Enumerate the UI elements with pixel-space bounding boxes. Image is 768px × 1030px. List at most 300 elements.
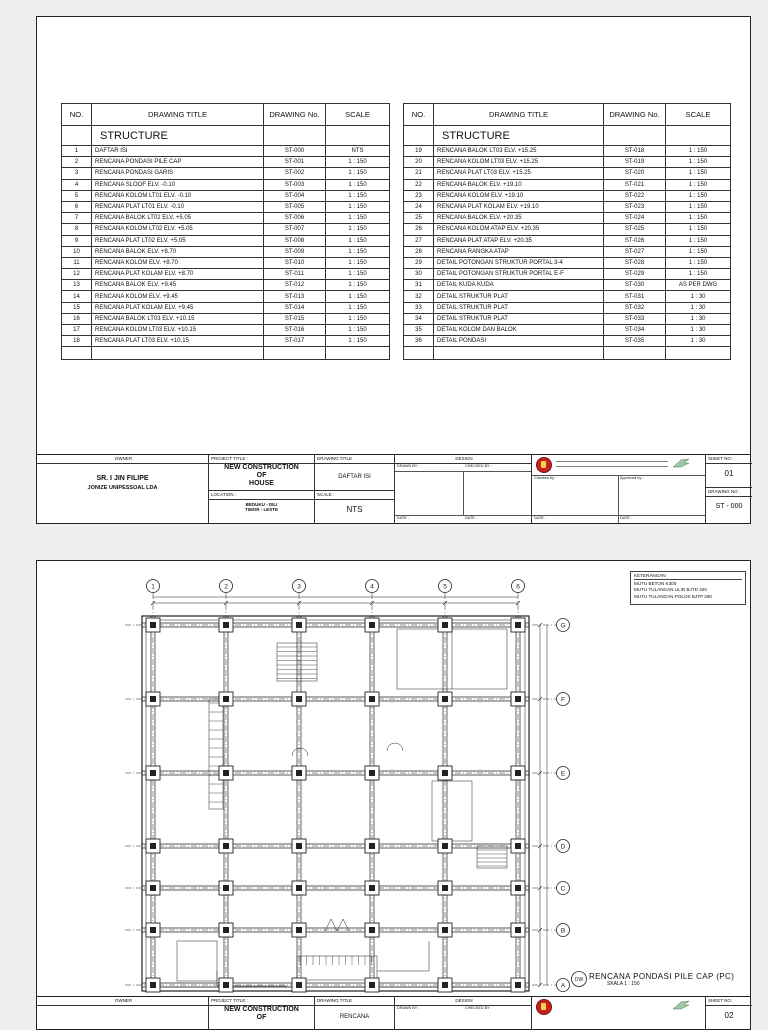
legend-title: KETERANGAN (634, 573, 742, 580)
pile-cap-column (150, 927, 156, 933)
row-no: 26 (404, 224, 434, 235)
location-label: LOCATION : (209, 490, 314, 500)
pile-cap-column (296, 885, 302, 891)
project-line3: HOUSE (249, 480, 274, 487)
date-label-4: DATE : (620, 516, 632, 520)
pile-cap-column (515, 843, 521, 849)
pile-cap-column (442, 770, 448, 776)
plan-title: RENCANA PONDASI PILE CAP (PC) (589, 972, 735, 981)
table-row (62, 246, 390, 257)
row-drawing-no: ST-005 (264, 201, 326, 212)
location-line2: TIMOR - LESTE (245, 507, 278, 512)
grid-label: B (560, 927, 566, 935)
table-row (404, 313, 731, 324)
pile-cap-column (296, 927, 302, 933)
table-row (404, 146, 731, 157)
row-no: 19 (404, 146, 434, 157)
date-label-2: DATE : (465, 516, 477, 520)
table-row (62, 201, 390, 212)
row-scale: 1 : 150 (666, 246, 731, 257)
row-no: 4 (62, 179, 92, 190)
row-scale: 1 : 30 (666, 325, 731, 336)
legend-box (630, 571, 746, 605)
legend-line-1: MUTU BETON K300 (634, 581, 677, 587)
table-row (62, 302, 390, 313)
pile-cap-column (296, 696, 302, 702)
pile-cap-column (150, 770, 156, 776)
pile-cap-column (296, 622, 302, 628)
row-drawing-no: ST-020 (604, 168, 666, 179)
row-scale: 1 : 150 (666, 157, 731, 168)
col-scale: SCALE (666, 104, 731, 126)
row-drawing-no: ST-000 (264, 146, 326, 157)
row-drawing-title: RENCANA PLAT LT02 ELV. +5.05 (92, 235, 264, 246)
design-label-2: DESIGN (395, 997, 531, 1006)
emblem-icon (536, 457, 552, 473)
project-cell (209, 455, 315, 523)
drawing-marker-label: DW (574, 977, 584, 983)
table-row (404, 291, 731, 302)
row-drawing-no: ST-029 (604, 269, 666, 280)
table-row (62, 313, 390, 324)
col-drawing-title: DRAWING TITLE (434, 104, 604, 126)
pile-cap-column (442, 696, 448, 702)
row-drawing-title: DETAIL PONDASI (434, 336, 604, 347)
table-row (62, 179, 390, 190)
row-scale: 1 : 150 (326, 336, 390, 347)
row-drawing-title: RENCANA KOLOM ATAP ELV. +20.35 (434, 224, 604, 235)
row-no: 16 (62, 313, 92, 324)
drawing-index-table-right (403, 103, 731, 360)
row-drawing-title: DETAIL KOLOM DAN BALOK (434, 325, 604, 336)
row-no: 17 (62, 325, 92, 336)
pile-cap-column (296, 770, 302, 776)
row-drawing-no: ST-002 (264, 168, 326, 179)
row-drawing-title: DETAIL POTONGAN STRUKTUR PORTAL E-F (434, 269, 604, 280)
row-scale: 1 : 150 (326, 179, 390, 190)
sheet-number-cell (706, 455, 752, 523)
sheet-no-value: 01 (724, 469, 734, 478)
grid-label: D (560, 843, 566, 851)
row-drawing-no: ST-035 (604, 336, 666, 347)
grid-label: A (560, 982, 566, 990)
sheet-no-value-2: 02 (724, 1011, 734, 1020)
row-drawing-title: RENCANA KOLOM ELV. +19.10 (434, 190, 604, 201)
row-drawing-no: ST-007 (264, 224, 326, 235)
row-no: 18 (62, 336, 92, 347)
drawing-title-label-2: DRAWING TITLE (315, 997, 394, 1006)
pile-cap-column (515, 885, 521, 891)
table-row (62, 213, 390, 224)
row-drawing-no: ST-014 (264, 302, 326, 313)
pile-cap-column (369, 622, 375, 628)
row-no: 31 (404, 280, 434, 291)
project-label-2: PROJECT TITLE : (209, 997, 314, 1006)
table-row (404, 246, 731, 257)
row-drawing-title: RENCANA RANGKA ATAP (434, 246, 604, 257)
row-drawing-title: RENCANA BALOK ELV. +8.70 (92, 246, 264, 257)
row-scale: 1 : 30 (666, 291, 731, 302)
pile-cap-column (515, 770, 521, 776)
row-scale: 1 : 150 (666, 201, 731, 212)
pile-cap-column (223, 696, 229, 702)
row-drawing-title: DAFTAR ISI (92, 146, 264, 157)
drawing-index-table-left (61, 103, 390, 360)
row-scale: 1 : 150 (326, 269, 390, 280)
table-row (404, 325, 731, 336)
row-scale: 1 : 150 (326, 246, 390, 257)
row-no: 5 (62, 190, 92, 201)
row-no: 25 (404, 213, 434, 224)
row-drawing-title: RENCANA KOLOM ELV. +8.70 (92, 257, 264, 268)
row-drawing-title: RENCANA KOLOM LT03 ELV. +15.25 (434, 157, 604, 168)
row-drawing-title: RENCANA KOLOM LT02 ELV. +5.05 (92, 224, 264, 235)
row-drawing-no: ST-032 (604, 302, 666, 313)
owner-label: OWNER (37, 455, 208, 464)
row-drawing-title: RENCANA PONDASI GARIS (92, 168, 264, 179)
row-no: 23 (404, 190, 434, 201)
row-scale: 1 : 30 (666, 313, 731, 324)
row-drawing-no: ST-004 (264, 190, 326, 201)
date-label-3: DATE : (534, 516, 546, 520)
row-drawing-title: RENCANA PLAT KOLAM ELV. +19.10 (434, 201, 604, 212)
pile-cap-column (369, 770, 375, 776)
pile-cap-column (369, 696, 375, 702)
pile-cap-column (442, 982, 448, 988)
col-drawing-no: DRAWING No. (604, 104, 666, 126)
row-scale: 1 : 150 (326, 313, 390, 324)
table-row (404, 235, 731, 246)
owner-company: JONIZE UNIPESSOAL LDA (87, 485, 158, 491)
row-no: 7 (62, 213, 92, 224)
row-no: 15 (62, 302, 92, 313)
row-scale: 1 : 30 (666, 336, 731, 347)
pile-cap-column (150, 622, 156, 628)
grid-label: 2 (224, 583, 228, 591)
row-drawing-no: ST-027 (604, 246, 666, 257)
row-drawing-title: RENCANA PLAT LT03 ELV. +10.15 (92, 336, 264, 347)
drawing-title-value: DAFTAR ISI (338, 474, 371, 480)
grid-label: 4 (370, 583, 374, 591)
row-no: 22 (404, 179, 434, 190)
drawing-title-cell (315, 455, 395, 523)
row-no: 29 (404, 257, 434, 268)
table-row (404, 190, 731, 201)
row-drawing-no: ST-003 (264, 179, 326, 190)
row-scale: 1 : 150 (326, 168, 390, 179)
ministry-logo-icon (672, 458, 690, 468)
row-drawing-title: RENCANA KOLOM LT03 ELV. +10.15 (92, 325, 264, 336)
row-no: 30 (404, 269, 434, 280)
col-drawing-title: DRAWING TITLE (92, 104, 264, 126)
section-row (404, 126, 731, 146)
owner-name: SR. I JIN FILIPE (96, 475, 149, 482)
row-scale: 1 : 150 (666, 269, 731, 280)
row-drawing-title: RENCANA KOLOM ELV. +9.45 (92, 291, 264, 302)
design-label: DESIGN (395, 455, 531, 464)
row-drawing-title: RENCANA PLAT KOLAM ELV. +8.70 (92, 269, 264, 280)
owner-label-2: OWNER (37, 997, 208, 1006)
title-block-2 (37, 996, 750, 1029)
row-drawing-title: RENCANA SLOOF ELV. -0.10 (92, 179, 264, 190)
row-no: 9 (62, 235, 92, 246)
table-row (404, 336, 731, 347)
row-drawing-no: ST-008 (264, 235, 326, 246)
row-scale: 1 : 150 (326, 213, 390, 224)
row-drawing-no: ST-033 (604, 313, 666, 324)
table-row (62, 146, 390, 157)
table-row (62, 157, 390, 168)
row-scale: 1 : 150 (326, 157, 390, 168)
grid-label: 5 (443, 583, 447, 591)
pile-cap-column (515, 622, 521, 628)
sheet-no-label: SHEET NO : (706, 455, 752, 464)
table-row (62, 325, 390, 336)
row-scale: 1 : 150 (326, 325, 390, 336)
ministry-logo-icon-2 (672, 1000, 690, 1010)
authority-cell (532, 455, 706, 523)
row-scale: 1 : 150 (326, 235, 390, 246)
row-drawing-no: ST-025 (604, 224, 666, 235)
sheet-no-label-2: SHEET NO : (706, 997, 752, 1006)
location-line1: BEDUKU - DILI (245, 502, 278, 507)
row-drawing-title: RENCANA PONDASI PILE CAP (92, 157, 264, 168)
pile-cap-column (223, 770, 229, 776)
pile-cap-column (369, 927, 375, 933)
pile-cap-column (369, 982, 375, 988)
pile-cap-column (442, 927, 448, 933)
table-row (62, 280, 390, 291)
section-row (62, 126, 390, 146)
table-row (62, 291, 390, 302)
col-no: NO. (62, 104, 92, 126)
row-drawing-title: DETAIL POTONGAN STRUKTUR PORTAL 3-4 (434, 257, 604, 268)
project-line1-2: NEW CONSTRUCTION (224, 1006, 299, 1013)
pile-cap-column (296, 843, 302, 849)
table-row-blank (62, 347, 390, 360)
section-label: STRUCTURE (434, 126, 604, 146)
grid-label: E (560, 770, 566, 778)
row-scale: 1 : 150 (666, 179, 731, 190)
section-label: STRUCTURE (92, 126, 264, 146)
row-drawing-title: DETAIL KUDA KUDA (434, 280, 604, 291)
row-no: 21 (404, 168, 434, 179)
pile-cap-column (223, 885, 229, 891)
row-drawing-title: RENCANA BALOK ELV. +20.35 (434, 213, 604, 224)
row-scale: 1 : 30 (666, 302, 731, 313)
table-row (404, 269, 731, 280)
row-drawing-title: RENCANA BALOK LT03 ELV. +15.25 (434, 146, 604, 157)
row-drawing-no: ST-006 (264, 213, 326, 224)
row-scale: NTS (326, 146, 390, 157)
pile-cap-column (150, 885, 156, 891)
pile-cap-column (150, 982, 156, 988)
drawing-no-label: DRAWING NO : (706, 487, 752, 497)
drawn-by-label-2: DRAWN BY : (397, 1006, 420, 1010)
row-scale: 1 : 150 (666, 146, 731, 157)
row-scale: 1 : 150 (326, 291, 390, 302)
drawing-marker-icon (570, 970, 588, 988)
row-no: 3 (62, 168, 92, 179)
row-drawing-no: ST-034 (604, 325, 666, 336)
row-no: 32 (404, 291, 434, 302)
row-drawing-title: RENCANA PLAT KOLAM ELV. +9.45 (92, 302, 264, 313)
row-no: 1 (62, 146, 92, 157)
row-no: 11 (62, 257, 92, 268)
table-row (62, 224, 390, 235)
row-no: 6 (62, 201, 92, 212)
row-no: 24 (404, 201, 434, 212)
scale-value: NTS (346, 505, 363, 514)
col-scale: SCALE (326, 104, 390, 126)
project-label: PROJECT TITLE : (209, 455, 314, 464)
row-scale: 1 : 150 (326, 201, 390, 212)
row-no: 20 (404, 157, 434, 168)
checked-by-top-label-2: CHECKED BY : (465, 1006, 492, 1010)
project-line2: OF (256, 472, 267, 479)
row-drawing-no: ST-026 (604, 235, 666, 246)
grid-label: 6 (516, 583, 520, 591)
design-cell (395, 455, 532, 523)
row-drawing-no: ST-010 (264, 257, 326, 268)
grid-label: F (561, 696, 565, 704)
table-row (404, 157, 731, 168)
owner-cell (37, 455, 209, 523)
row-drawing-title: RENCANA KOLOM LT01 ELV. -0.10 (92, 190, 264, 201)
row-drawing-no: ST-024 (604, 213, 666, 224)
row-drawing-no: ST-019 (604, 157, 666, 168)
table-row (62, 269, 390, 280)
emblem-icon-2 (536, 999, 552, 1015)
row-scale: 1 : 150 (666, 235, 731, 246)
authority-cell-2 (532, 997, 706, 1029)
row-drawing-title: RENCANA BALOK LT03 ELV. +10.15 (92, 313, 264, 324)
row-no: 8 (62, 224, 92, 235)
project-cell-2 (209, 997, 315, 1029)
table-row (62, 168, 390, 179)
pile-cap-column (515, 927, 521, 933)
row-no: 27 (404, 235, 434, 246)
row-no: 35 (404, 325, 434, 336)
pile-cap-column (150, 696, 156, 702)
row-no: 33 (404, 302, 434, 313)
row-no: 34 (404, 313, 434, 324)
project-line1: NEW CONSTRUCTION (224, 464, 299, 471)
grid-label: 1 (151, 583, 155, 591)
row-drawing-title: RENCANA BALOK LT02 ELV. +5.05 (92, 213, 264, 224)
checked-by-label: Checked by : (534, 476, 557, 480)
row-drawing-no: ST-011 (264, 269, 326, 280)
row-no: 10 (62, 246, 92, 257)
scale-label: SCALE : (315, 490, 394, 500)
table-row-blank (404, 347, 731, 360)
row-drawing-no: ST-015 (264, 313, 326, 324)
legend-line-2: MUTU TULANGAN ULIR BJTD 420 (634, 587, 707, 593)
row-scale: 1 : 150 (666, 168, 731, 179)
table-row (404, 224, 731, 235)
row-scale: 1 : 150 (326, 190, 390, 201)
row-drawing-no: ST-021 (604, 179, 666, 190)
grid-label: C (560, 885, 566, 893)
row-scale: 1 : 150 (666, 190, 731, 201)
row-drawing-title: RENCANA PLAT LT03 ELV. +15.25 (434, 168, 604, 179)
row-drawing-title: RENCANA BALOK ELV. +19.10 (434, 179, 604, 190)
drawing-sheet-index (36, 16, 751, 524)
pile-cap-column (442, 885, 448, 891)
row-no: 36 (404, 336, 434, 347)
row-scale: 1 : 150 (666, 257, 731, 268)
row-no: 28 (404, 246, 434, 257)
row-no: 14 (62, 291, 92, 302)
owner-cell-2 (37, 997, 209, 1029)
row-scale: 1 : 150 (326, 302, 390, 313)
design-cell-2 (395, 997, 532, 1029)
drawing-no-value: ST - 000 (715, 503, 743, 510)
legend-line-3: MUTU TULANGAN POLOS BJTP 280 (634, 593, 712, 599)
grid-label: 3 (297, 583, 301, 591)
row-drawing-no: ST-016 (264, 325, 326, 336)
drawing-title-cell-2 (315, 997, 395, 1029)
row-scale: 1 : 150 (326, 257, 390, 268)
pile-cap-column (150, 843, 156, 849)
table-row (404, 257, 731, 268)
row-drawing-no: ST-012 (264, 280, 326, 291)
approved-by-label: Approved by : (620, 476, 644, 480)
row-drawing-title: DETAIL STRUKTUR PLAT (434, 313, 604, 324)
row-drawing-no: ST-028 (604, 257, 666, 268)
table-row (404, 168, 731, 179)
table-row (62, 235, 390, 246)
pile-cap-column (515, 982, 521, 988)
pile-cap-column (223, 843, 229, 849)
pile-cap-column (369, 885, 375, 891)
title-block (37, 454, 750, 523)
col-drawing-no: DRAWING No. (264, 104, 326, 126)
project-line2-2: OF (256, 1014, 267, 1021)
row-drawing-title: DETAIL STRUKTUR PLAT (434, 302, 604, 313)
row-scale: 1 : 150 (666, 224, 731, 235)
row-no: 13 (62, 280, 92, 291)
row-drawing-no: ST-017 (264, 336, 326, 347)
pile-cap-column (223, 982, 229, 988)
row-drawing-no: ST-001 (264, 157, 326, 168)
pile-cap-column (369, 843, 375, 849)
row-drawing-title: RENCANA BALOK ELV. +9.45 (92, 280, 264, 291)
plan-scale: SKALA 1 : 150 (607, 981, 640, 987)
table-row (404, 302, 731, 313)
table-row (62, 190, 390, 201)
pile-cap-column (223, 622, 229, 628)
drawing-title-value-2: RENCANA (339, 1014, 370, 1020)
foundation-plan-drawing (37, 561, 750, 1001)
table-row (404, 280, 731, 291)
row-drawing-no: ST-022 (604, 190, 666, 201)
row-no: 12 (62, 269, 92, 280)
row-drawing-no: ST-031 (604, 291, 666, 302)
table-row (404, 201, 731, 212)
pile-cap-column (442, 843, 448, 849)
checked-by-top-label: CHECKED BY : (465, 464, 492, 468)
grid-label: G (560, 622, 566, 630)
row-drawing-no: ST-023 (604, 201, 666, 212)
row-no: 2 (62, 157, 92, 168)
row-scale: 1 : 150 (326, 224, 390, 235)
drawing-title-label: DRAWING TITLE (315, 455, 394, 464)
date-label-1: DATE : (397, 516, 409, 520)
table-row (62, 257, 390, 268)
pile-cap-column (442, 622, 448, 628)
table-row (404, 213, 731, 224)
